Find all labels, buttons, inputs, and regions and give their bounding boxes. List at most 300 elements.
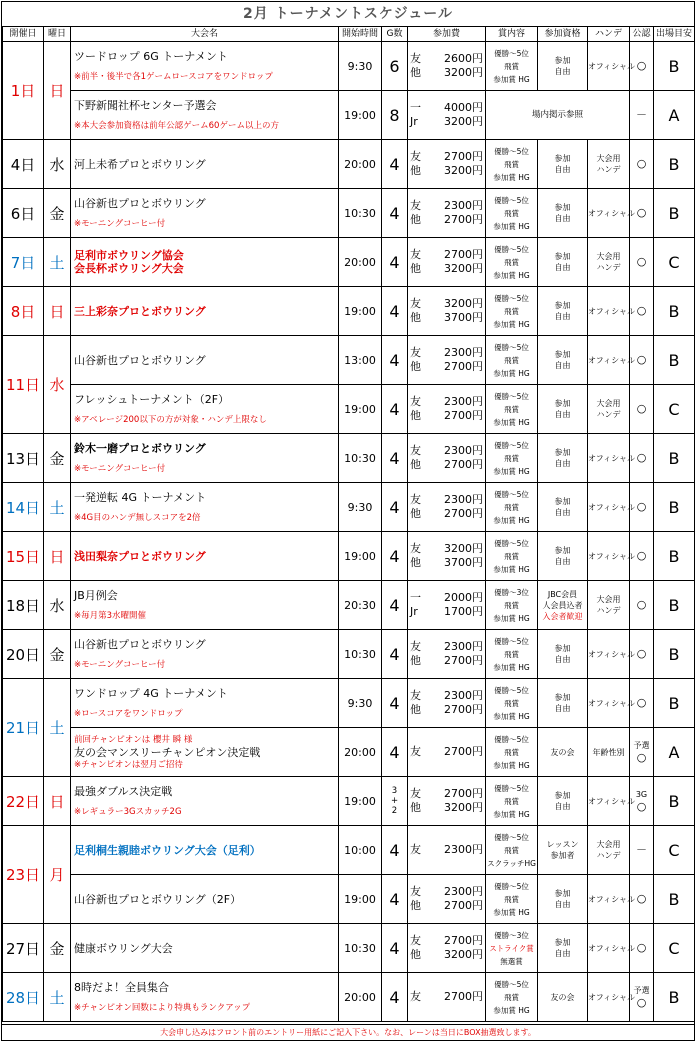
sanctioned-value: ○ bbox=[636, 304, 647, 317]
game-count: 4 bbox=[382, 532, 408, 581]
fee-label: 友 bbox=[410, 199, 421, 212]
prize-line: 参加賞 HG bbox=[493, 172, 530, 182]
handicap bbox=[588, 287, 635, 336]
fee-amount: 3200円 bbox=[444, 297, 483, 310]
handicap bbox=[588, 728, 630, 777]
fee-line bbox=[410, 297, 483, 311]
fee-amount: 1700円 bbox=[444, 605, 483, 618]
start-time: 20:00 bbox=[339, 728, 382, 777]
prize-line: 飛賞 bbox=[504, 600, 519, 610]
table-row bbox=[3, 483, 695, 532]
fee-amount: 2700円 bbox=[444, 409, 483, 422]
eligibility bbox=[538, 924, 588, 973]
game-count: 4 bbox=[382, 826, 408, 875]
event-note: ※モーニングコーヒー付 bbox=[74, 218, 166, 229]
prize-content bbox=[486, 826, 538, 875]
sanctioned-value: ○ bbox=[636, 157, 647, 170]
fee-label: 友 bbox=[410, 934, 421, 947]
event-name-cell bbox=[71, 238, 339, 287]
sanctioned-value: ○ bbox=[636, 941, 647, 954]
venue-notice: 場内掲示参照 bbox=[486, 91, 630, 140]
event-name-cell bbox=[71, 189, 339, 238]
fee-line bbox=[410, 395, 483, 409]
eligibility-line: 自由 bbox=[554, 802, 571, 811]
eligibility-line: 友の会 bbox=[550, 992, 575, 1002]
prize-line: 飛賞 bbox=[504, 159, 519, 169]
start-time: 10:30 bbox=[339, 189, 382, 238]
event-name: 山谷新也プロとボウリング（2F） bbox=[74, 892, 242, 906]
prize-line: 無選賞 bbox=[500, 956, 523, 966]
entry-fee bbox=[408, 189, 486, 238]
prize-content bbox=[486, 140, 538, 189]
prize-line: 参加賞 HG bbox=[493, 809, 530, 819]
fee-line bbox=[410, 801, 483, 815]
fee-label: Jr bbox=[410, 115, 418, 128]
sanctioned-mark bbox=[630, 91, 654, 140]
handicap-line: ハンデ bbox=[596, 606, 621, 615]
eligibility bbox=[538, 483, 588, 532]
game-count: 4 bbox=[382, 875, 408, 924]
eligibility-line: 参加 bbox=[554, 448, 571, 457]
fee-line bbox=[410, 745, 483, 759]
event-name: ツードロップ 6G トーナメント bbox=[74, 49, 228, 63]
fee-amount: 2700円 bbox=[444, 787, 483, 800]
column-header: 参加資格 bbox=[538, 27, 588, 42]
prize-line: 優勝～5位 bbox=[494, 636, 529, 646]
prize-content bbox=[486, 385, 538, 434]
fee-line bbox=[410, 556, 483, 570]
skill-level: C bbox=[654, 238, 695, 287]
fee-amount: 2300円 bbox=[444, 444, 483, 457]
prize-line: 優勝～5位 bbox=[494, 293, 529, 303]
game-count: 4 bbox=[382, 287, 408, 336]
fee-amount: 2300円 bbox=[444, 493, 483, 506]
game-count: 4 bbox=[382, 385, 408, 434]
event-name: 最強ダブルス決定戦 bbox=[74, 784, 173, 798]
event-name: 鈴木一磨プロとボウリング bbox=[74, 441, 206, 455]
handicap bbox=[588, 336, 635, 385]
skill-level: C bbox=[654, 826, 695, 875]
column-header: 開催日 bbox=[3, 27, 44, 42]
spacer bbox=[74, 798, 338, 806]
event-weekday: 月 bbox=[44, 826, 71, 924]
fee-amount: 2000円 bbox=[444, 591, 483, 604]
start-time: 19:00 bbox=[339, 777, 382, 826]
event-weekday: 金 bbox=[44, 189, 71, 238]
eligibility bbox=[538, 777, 588, 826]
start-time: 9:30 bbox=[339, 42, 382, 91]
fee-line bbox=[410, 591, 483, 605]
eligibility bbox=[538, 238, 588, 287]
handicap-line: 大会用 bbox=[596, 154, 621, 163]
handicap-line: オフィシャル bbox=[588, 306, 635, 316]
event-day: 21日 bbox=[3, 679, 44, 777]
eligibility-line: JBC会員 bbox=[547, 589, 578, 599]
handicap-line: ハンデ bbox=[596, 165, 621, 174]
prize-line: 参加賞 HG bbox=[493, 515, 530, 525]
column-header: G数 bbox=[382, 27, 408, 42]
event-name: 足利市ボウリング協会 bbox=[74, 249, 184, 262]
prize-line: 飛賞 bbox=[504, 698, 519, 708]
start-time: 19:00 bbox=[339, 532, 382, 581]
fee-amount: 3200円 bbox=[444, 542, 483, 555]
fee-label: 友 bbox=[410, 395, 421, 408]
fee-label: 友 bbox=[410, 297, 421, 310]
sanctioned-value: － bbox=[636, 843, 647, 856]
skill-level: B bbox=[654, 630, 695, 679]
prize-line: 飛賞 bbox=[504, 61, 519, 71]
spacer bbox=[74, 651, 338, 659]
start-time: 10:30 bbox=[339, 630, 382, 679]
event-weekday: 土 bbox=[44, 483, 71, 532]
start-time: 20:00 bbox=[339, 238, 382, 287]
column-header: ハンデ bbox=[588, 27, 630, 42]
event-day: 23日 bbox=[3, 826, 44, 924]
eligibility-line: 参加 bbox=[554, 889, 571, 898]
table-row bbox=[3, 42, 695, 91]
eligibility-line: 自由 bbox=[554, 508, 571, 517]
prize-line: 優勝～5位 bbox=[494, 783, 529, 793]
event-name: 下野新聞社杯センター予選会 bbox=[74, 98, 217, 112]
prize-line: 飛賞 bbox=[504, 649, 519, 659]
handicap bbox=[588, 630, 635, 679]
table-row bbox=[3, 630, 695, 679]
fee-label: 他 bbox=[410, 360, 421, 373]
fee-line bbox=[410, 101, 483, 115]
eligibility-line: 自由 bbox=[554, 67, 571, 76]
event-name-cell bbox=[71, 336, 339, 385]
prize-line: 参加賞 HG bbox=[493, 417, 530, 427]
handicap bbox=[588, 385, 630, 434]
handicap-line: オフィシャル bbox=[588, 61, 635, 71]
handicap bbox=[588, 679, 635, 728]
prize-line: 参加賞 HG bbox=[493, 319, 530, 329]
prize-line: 参加賞 HG bbox=[493, 613, 530, 623]
prize-line: 参加賞 HG bbox=[493, 907, 530, 917]
skill-level: B bbox=[654, 140, 695, 189]
eligibility bbox=[538, 434, 588, 483]
prize-line: 優勝～5位 bbox=[494, 734, 529, 744]
game-count: 4 bbox=[382, 679, 408, 728]
sanctioned-value: ○ bbox=[636, 696, 647, 709]
fee-amount: 2700円 bbox=[444, 745, 483, 758]
handicap-line: オフィシャル bbox=[588, 992, 635, 1002]
fee-amount: 3200円 bbox=[444, 115, 483, 128]
sanctioned-mark bbox=[630, 385, 654, 434]
sanctioned-mark bbox=[630, 140, 654, 189]
eligibility-line: 参加 bbox=[554, 203, 571, 212]
entry-fee bbox=[408, 630, 486, 679]
fee-label: 他 bbox=[410, 311, 421, 324]
prize-line: 飛賞 bbox=[504, 992, 519, 1002]
sanctioned-value: ○ bbox=[636, 647, 647, 660]
entry-fee bbox=[408, 91, 486, 140]
eligibility bbox=[538, 679, 588, 728]
event-day: 28日 bbox=[3, 973, 44, 1022]
schedule-table bbox=[2, 26, 695, 1022]
prize-line: 参加賞 HG bbox=[493, 466, 530, 476]
entry-fee bbox=[408, 385, 486, 434]
fee-label: 友 bbox=[410, 640, 421, 653]
handicap-line: ハンデ bbox=[596, 263, 621, 272]
event-name-cell bbox=[71, 140, 339, 189]
game-count: 4 bbox=[382, 434, 408, 483]
prize-line: 優勝～5位 bbox=[494, 391, 529, 401]
spacer bbox=[74, 700, 338, 708]
event-day: 4日 bbox=[3, 140, 44, 189]
event-day: 6日 bbox=[3, 189, 44, 238]
fee-amount: 2300円 bbox=[444, 885, 483, 898]
start-time: 19:00 bbox=[339, 385, 382, 434]
fee-line bbox=[410, 409, 483, 423]
skill-level: C bbox=[654, 924, 695, 973]
column-header: 公認 bbox=[630, 27, 654, 42]
prize-line: 飛賞 bbox=[504, 845, 519, 855]
handicap-line: 大会用 bbox=[596, 840, 621, 849]
fee-label: 他 bbox=[410, 801, 421, 814]
start-time: 19:00 bbox=[339, 287, 382, 336]
eligibility bbox=[538, 42, 588, 91]
fee-label: 他 bbox=[410, 899, 421, 912]
fee-line bbox=[410, 899, 483, 913]
skill-level: B bbox=[654, 581, 695, 630]
eligibility-line: 自由 bbox=[554, 410, 571, 419]
fee-line bbox=[410, 787, 483, 801]
prize-content bbox=[486, 679, 538, 728]
sanctioned-value: ○ bbox=[636, 206, 647, 219]
sanctioned-note: 予選 bbox=[633, 741, 650, 750]
handicap bbox=[588, 875, 635, 924]
fee-line bbox=[410, 150, 483, 164]
event-note: ※4G目のハンデ無しスコアを2倍 bbox=[74, 512, 201, 523]
table-row bbox=[3, 826, 695, 875]
event-day: 15日 bbox=[3, 532, 44, 581]
eligibility bbox=[538, 287, 588, 336]
eligibility-line: 入会者歓迎 bbox=[542, 611, 583, 621]
event-day: 14日 bbox=[3, 483, 44, 532]
prize-line: ストライク賞 bbox=[489, 943, 534, 953]
fee-label: 一 bbox=[410, 101, 421, 114]
fee-amount: 2300円 bbox=[444, 689, 483, 702]
spacer bbox=[74, 406, 338, 414]
event-weekday: 金 bbox=[44, 630, 71, 679]
handicap bbox=[588, 42, 635, 91]
table-header-row bbox=[3, 27, 695, 42]
entry-fee bbox=[408, 532, 486, 581]
sanctioned-mark bbox=[630, 581, 654, 630]
column-header: 開始時間 bbox=[339, 27, 382, 42]
eligibility bbox=[538, 973, 588, 1022]
fee-label: 友 bbox=[410, 150, 421, 163]
prize-line: 飛賞 bbox=[504, 453, 519, 463]
handicap bbox=[588, 826, 630, 875]
fee-amount: 4000円 bbox=[444, 101, 483, 114]
eligibility-line: 参加 bbox=[554, 497, 571, 506]
prize-content bbox=[486, 973, 538, 1022]
prize-line: 参加賞 HG bbox=[493, 221, 530, 231]
event-name: JB月例会 bbox=[74, 588, 118, 602]
event-weekday: 水 bbox=[44, 581, 71, 630]
sanctioned-mark bbox=[630, 728, 654, 777]
fee-line bbox=[410, 213, 483, 227]
spacer bbox=[74, 994, 338, 1002]
fee-line bbox=[410, 948, 483, 962]
event-note: ※前半・後半で各1ゲームロースコアをワンドロップ bbox=[74, 71, 273, 82]
event-note: ※チャンピオンは翌月ご招待 bbox=[74, 759, 183, 770]
prize-line: 飛賞 bbox=[504, 257, 519, 267]
prize-line: 優勝～5位 bbox=[494, 48, 529, 58]
entry-fee bbox=[408, 777, 486, 826]
fee-amount: 2300円 bbox=[444, 843, 483, 856]
fee-label: 一 bbox=[410, 591, 421, 604]
fee-label: 友 bbox=[410, 843, 421, 856]
skill-level: B bbox=[654, 679, 695, 728]
fee-line bbox=[410, 507, 483, 521]
entry-fee bbox=[408, 826, 486, 875]
eligibility bbox=[538, 728, 588, 777]
handicap-line: オフィシャル bbox=[588, 649, 635, 659]
handicap-line: オフィシャル bbox=[588, 698, 635, 708]
fee-label: 他 bbox=[410, 654, 421, 667]
table-row bbox=[3, 238, 695, 287]
fee-amount: 3200円 bbox=[444, 66, 483, 79]
skill-level: B bbox=[654, 532, 695, 581]
table-row bbox=[3, 336, 695, 385]
start-time: 9:30 bbox=[339, 483, 382, 532]
eligibility-line: 参加 bbox=[554, 938, 571, 947]
event-name-cell bbox=[71, 777, 339, 826]
prize-content bbox=[486, 336, 538, 385]
prize-content bbox=[486, 581, 538, 630]
entry-fee bbox=[408, 924, 486, 973]
fee-label: 友 bbox=[410, 745, 421, 758]
previous-champion-note: 前回チャンピオンは 櫻井 瞬 様 bbox=[74, 734, 193, 745]
event-name-cell bbox=[71, 875, 339, 924]
fee-amount: 3200円 bbox=[444, 801, 483, 814]
prize-line: 参加賞 HG bbox=[493, 1005, 530, 1015]
game-count: 4 bbox=[382, 483, 408, 532]
fee-amount: 2300円 bbox=[444, 640, 483, 653]
event-name-cell bbox=[71, 483, 339, 532]
entry-fee bbox=[408, 875, 486, 924]
schedule-sheet bbox=[1, 1, 695, 1041]
event-name-cell bbox=[71, 434, 339, 483]
handicap-line: オフィシャル bbox=[588, 208, 635, 218]
table-row bbox=[3, 777, 695, 826]
handicap-line: 大会用 bbox=[596, 252, 621, 261]
fee-label: 他 bbox=[410, 66, 421, 79]
handicap-line: オフィシャル bbox=[588, 551, 635, 561]
skill-level: C bbox=[654, 385, 695, 434]
eligibility-line: 参加 bbox=[554, 399, 571, 408]
event-day: 18日 bbox=[3, 581, 44, 630]
handicap-line: ハンデ bbox=[596, 410, 621, 419]
eligibility-line: 参加 bbox=[554, 791, 571, 800]
column-header: 出場目安 bbox=[654, 27, 695, 42]
fee-amount: 2700円 bbox=[444, 360, 483, 373]
handicap bbox=[588, 483, 635, 532]
table-row bbox=[3, 91, 695, 140]
eligibility-line: 参加 bbox=[554, 693, 571, 702]
fee-label: Jr bbox=[410, 605, 418, 618]
event-note: ※レギュラー3Gスカッチ2G bbox=[74, 806, 182, 817]
fee-line bbox=[410, 542, 483, 556]
skill-level: A bbox=[654, 91, 695, 140]
event-note: ※アベレージ200以下の方が対象・ハンデ上限なし bbox=[74, 414, 267, 425]
prize-line: 飛賞 bbox=[504, 355, 519, 365]
entry-fee bbox=[408, 238, 486, 287]
fee-line bbox=[410, 199, 483, 213]
spacer bbox=[74, 602, 338, 610]
event-name-cell bbox=[71, 287, 339, 336]
handicap bbox=[588, 532, 635, 581]
column-header: 賞内容 bbox=[486, 27, 538, 42]
event-name-cell bbox=[71, 728, 339, 777]
handicap-line: オフィシャル bbox=[588, 355, 635, 365]
spacer bbox=[74, 504, 338, 512]
fee-line bbox=[410, 52, 483, 66]
game-count: 4 bbox=[382, 140, 408, 189]
eligibility-line: 自由 bbox=[554, 655, 571, 664]
skill-level: B bbox=[654, 42, 695, 91]
prize-content bbox=[486, 875, 538, 924]
eligibility-line: 参加 bbox=[554, 546, 571, 555]
fee-label: 他 bbox=[410, 703, 421, 716]
event-day: 22日 bbox=[3, 777, 44, 826]
skill-level: B bbox=[654, 336, 695, 385]
prize-line: 参加賞 HG bbox=[493, 662, 530, 672]
table-row bbox=[3, 875, 695, 924]
prize-content bbox=[486, 238, 538, 287]
prize-line: 優勝～5位 bbox=[494, 489, 529, 499]
handicap bbox=[588, 434, 635, 483]
table-row bbox=[3, 385, 695, 434]
start-time: 10:30 bbox=[339, 924, 382, 973]
event-name: 三上彩奈プロとボウリング bbox=[74, 304, 206, 318]
column-header: 参加費 bbox=[408, 27, 486, 42]
game-count: 6 bbox=[382, 42, 408, 91]
skill-level: B bbox=[654, 483, 695, 532]
skill-level: B bbox=[654, 777, 695, 826]
sanctioned-value: ○ bbox=[636, 996, 647, 1009]
eligibility bbox=[538, 875, 588, 924]
fee-amount: 2300円 bbox=[444, 346, 483, 359]
skill-level: B bbox=[654, 875, 695, 924]
prize-line: 飛賞 bbox=[504, 404, 519, 414]
fee-label: 友 bbox=[410, 444, 421, 457]
prize-line: 参加賞 HG bbox=[493, 760, 530, 770]
eligibility-line: 参加 bbox=[554, 301, 571, 310]
event-weekday: 水 bbox=[44, 336, 71, 434]
handicap-line: オフィシャル bbox=[588, 894, 635, 904]
fee-amount: 2700円 bbox=[444, 150, 483, 163]
game-count: 4 bbox=[382, 238, 408, 287]
start-time: 13:00 bbox=[339, 336, 382, 385]
handicap-line: オフィシャル bbox=[588, 502, 635, 512]
prize-line: 優勝～5位 bbox=[494, 195, 529, 205]
entry-fee bbox=[408, 973, 486, 1022]
fee-label: 友 bbox=[410, 346, 421, 359]
spacer bbox=[74, 112, 338, 120]
sanctioned-value: － bbox=[636, 108, 647, 121]
event-note: ※ロースコアをワンドロップ bbox=[74, 708, 183, 719]
event-name: フレッシュトーナメント（2F） bbox=[74, 392, 230, 406]
event-name-cell bbox=[71, 630, 339, 679]
eligibility-line: 自由 bbox=[554, 361, 571, 370]
eligibility bbox=[538, 385, 588, 434]
eligibility-line: 参加者 bbox=[550, 851, 575, 860]
event-name: 山谷新也プロとボウリング bbox=[74, 637, 206, 651]
